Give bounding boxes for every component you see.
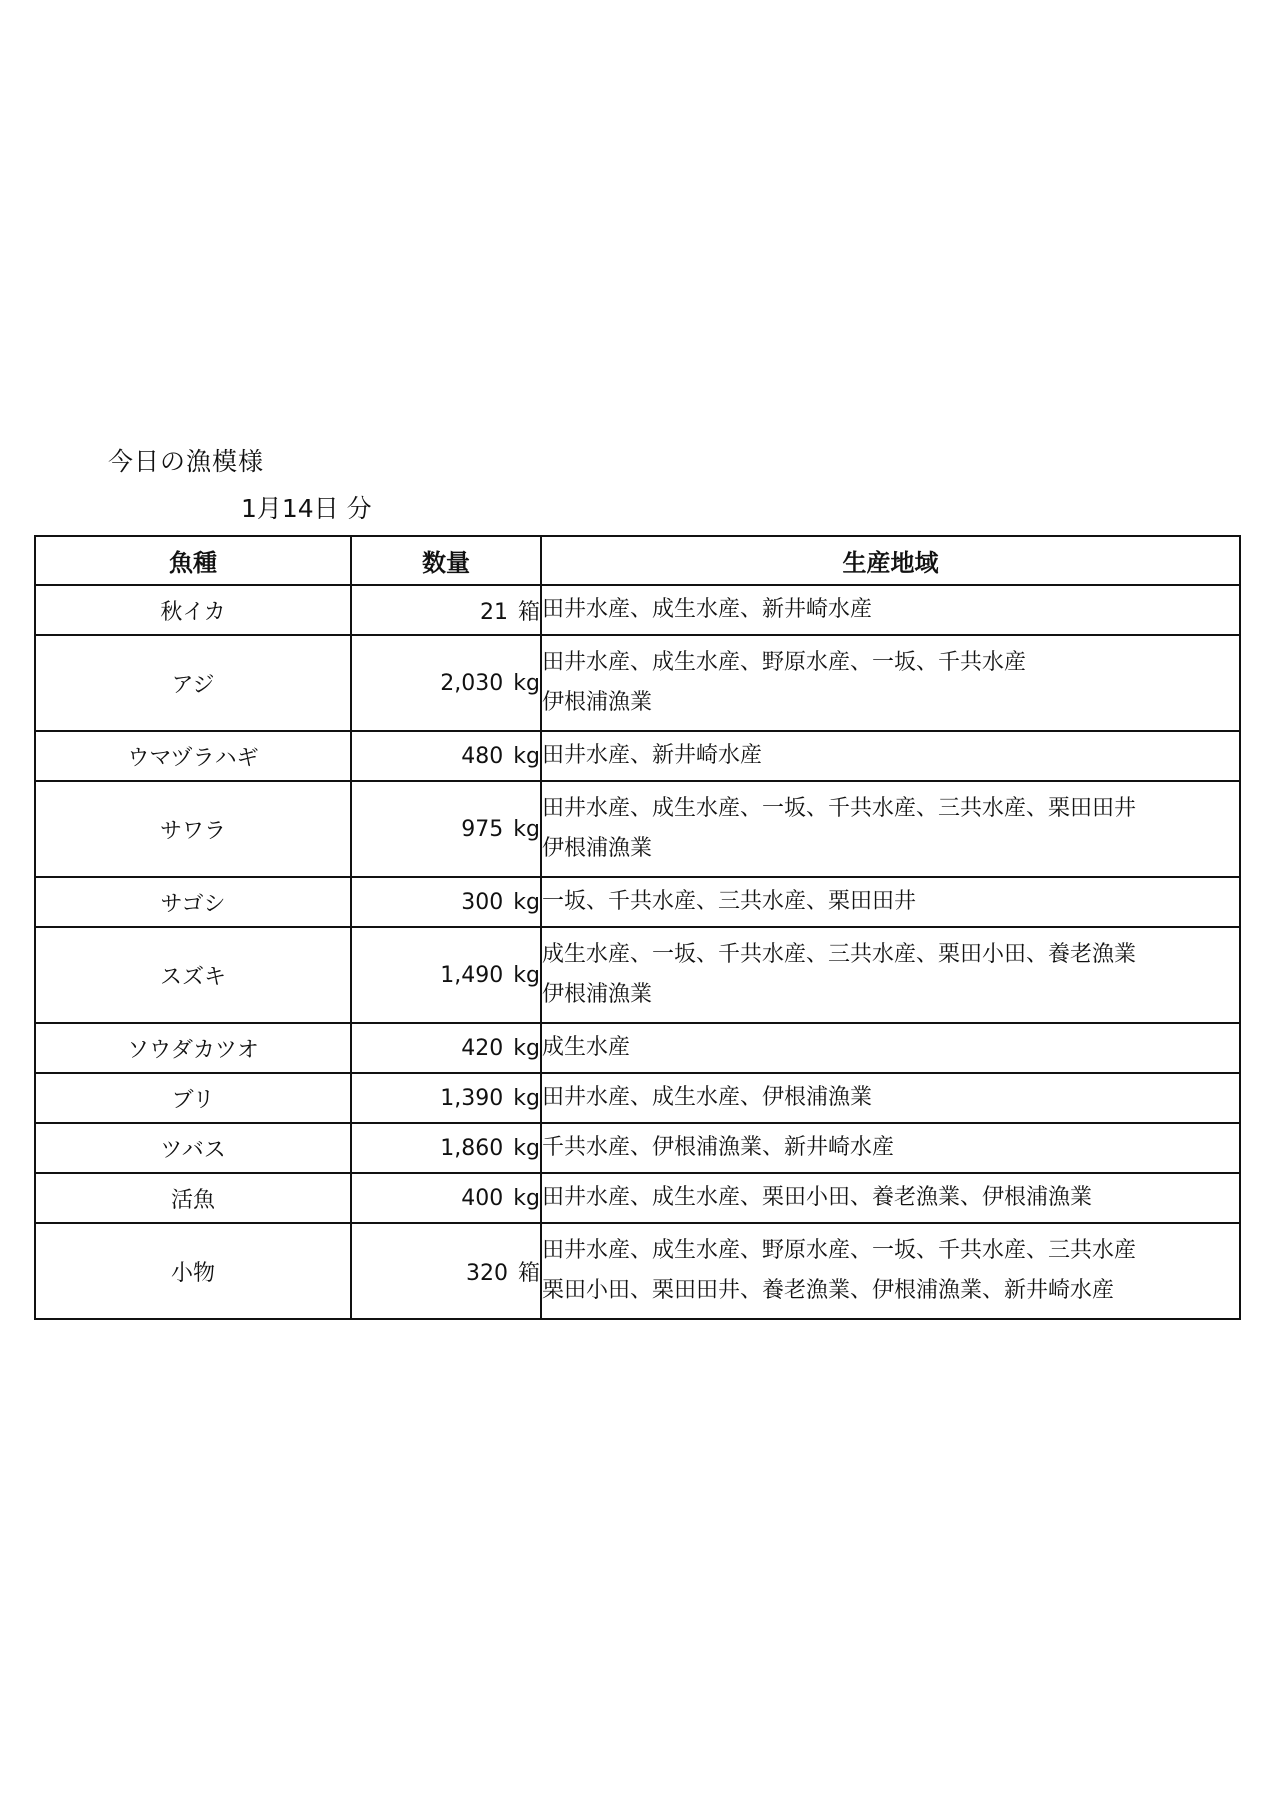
quantity-value: 300 xyxy=(461,889,504,915)
quantity-unit: kg xyxy=(513,816,540,842)
production-region-cell xyxy=(541,927,1240,1023)
fish-species-cell: スズキ xyxy=(35,927,351,1023)
region-line: 田井水産、成生水産、新井崎水産 xyxy=(542,597,873,622)
quantity-value: 1,390 xyxy=(440,1085,504,1111)
quantity-cell xyxy=(351,731,541,781)
region-line: 田井水産、成生水産、野原水産、一坂、千共水産、三共水産 xyxy=(542,1238,1137,1263)
fish-species-cell: ソウダカツオ xyxy=(35,1023,351,1073)
table-body xyxy=(35,585,1240,1319)
quantity-unit: kg xyxy=(513,743,540,769)
region-line: 千共水産、伊根浦漁業、新井崎水産 xyxy=(542,1135,895,1160)
quantity-cell xyxy=(351,1173,541,1223)
table-row xyxy=(35,1123,1240,1173)
table-row xyxy=(35,1173,1240,1223)
table-row xyxy=(35,1223,1240,1319)
production-region-cell xyxy=(541,1073,1240,1123)
production-region-cell xyxy=(541,731,1240,781)
region-line: 伊根浦漁業 xyxy=(542,982,653,1007)
region-line: 栗田小田、栗田田井、養老漁業、伊根浦漁業、新井崎水産 xyxy=(542,1278,1115,1303)
quantity-value: 480 xyxy=(461,743,504,769)
column-header-region: 生産地域 xyxy=(541,536,1240,585)
quantity-unit: kg xyxy=(513,670,540,696)
column-header-fish: 魚種 xyxy=(35,536,351,585)
production-region-cell xyxy=(541,1223,1240,1319)
table-header-row xyxy=(35,536,1240,585)
document-title: 今日の漁模様 xyxy=(108,447,265,476)
region-line: 成生水産、一坂、千共水産、三共水産、栗田小田、養老漁業 xyxy=(542,942,1137,967)
fish-species-cell: ブリ xyxy=(35,1073,351,1123)
column-header-quantity: 数量 xyxy=(351,536,541,585)
production-region-cell xyxy=(541,1173,1240,1223)
quantity-cell xyxy=(351,1123,541,1173)
production-region-cell xyxy=(541,585,1240,635)
quantity-cell xyxy=(351,927,541,1023)
quantity-cell xyxy=(351,1223,541,1319)
production-region-cell xyxy=(541,635,1240,731)
production-region-cell xyxy=(541,877,1240,927)
fish-species-cell: ツバス xyxy=(35,1123,351,1173)
quantity-unit: 箱 xyxy=(517,1260,540,1286)
fish-species-cell: ウマヅラハギ xyxy=(35,731,351,781)
region-line: 田井水産、新井崎水産 xyxy=(542,743,763,768)
fish-species-cell: 活魚 xyxy=(35,1173,351,1223)
quantity-value: 1,490 xyxy=(440,962,504,988)
quantity-cell xyxy=(351,1073,541,1123)
quantity-unit: kg xyxy=(513,1135,540,1161)
region-line: 伊根浦漁業 xyxy=(542,836,653,861)
region-line: 田井水産、成生水産、野原水産、一坂、千共水産 xyxy=(542,650,1027,675)
region-line: 田井水産、成生水産、伊根浦漁業 xyxy=(542,1085,873,1110)
quantity-unit: kg xyxy=(513,1085,540,1111)
quantity-value: 21 xyxy=(479,599,508,625)
region-line: 一坂、千共水産、三共水産、栗田田井 xyxy=(542,889,917,914)
quantity-value: 975 xyxy=(461,816,504,842)
region-line: 伊根浦漁業 xyxy=(542,690,653,715)
table-row xyxy=(35,635,1240,731)
table-row xyxy=(35,781,1240,877)
table-row xyxy=(35,731,1240,781)
document-date: 1月14日 分 xyxy=(241,494,372,523)
quantity-value: 420 xyxy=(461,1035,504,1061)
quantity-value: 1,860 xyxy=(440,1135,504,1161)
quantity-cell xyxy=(351,635,541,731)
region-line: 成生水産 xyxy=(542,1035,631,1060)
quantity-value: 2,030 xyxy=(440,670,504,696)
fish-species-cell: サゴシ xyxy=(35,877,351,927)
fish-species-cell: 小物 xyxy=(35,1223,351,1319)
fish-species-cell: アジ xyxy=(35,635,351,731)
production-region-cell xyxy=(541,1123,1240,1173)
production-region-cell xyxy=(541,781,1240,877)
fish-species-cell: サワラ xyxy=(35,781,351,877)
quantity-unit: kg xyxy=(513,889,540,915)
region-line: 田井水産、成生水産、栗田小田、養老漁業、伊根浦漁業 xyxy=(542,1185,1093,1210)
quantity-cell xyxy=(351,585,541,635)
table-row xyxy=(35,1073,1240,1123)
table-row xyxy=(35,877,1240,927)
region-line: 田井水産、成生水産、一坂、千共水産、三共水産、栗田田井 xyxy=(542,796,1137,821)
quantity-cell xyxy=(351,877,541,927)
quantity-unit: kg xyxy=(513,1035,540,1061)
quantity-value: 320 xyxy=(465,1260,508,1286)
quantity-value: 400 xyxy=(461,1185,504,1211)
quantity-cell xyxy=(351,1023,541,1073)
production-region-cell xyxy=(541,1023,1240,1073)
quantity-unit: kg xyxy=(513,1185,540,1211)
quantity-cell xyxy=(351,781,541,877)
table-row xyxy=(35,927,1240,1023)
catch-table xyxy=(34,535,1241,1320)
fish-species-cell: 秋イカ xyxy=(35,585,351,635)
quantity-unit: 箱 xyxy=(517,599,540,625)
table-row xyxy=(35,585,1240,635)
quantity-unit: kg xyxy=(513,962,540,988)
table-row xyxy=(35,1023,1240,1073)
